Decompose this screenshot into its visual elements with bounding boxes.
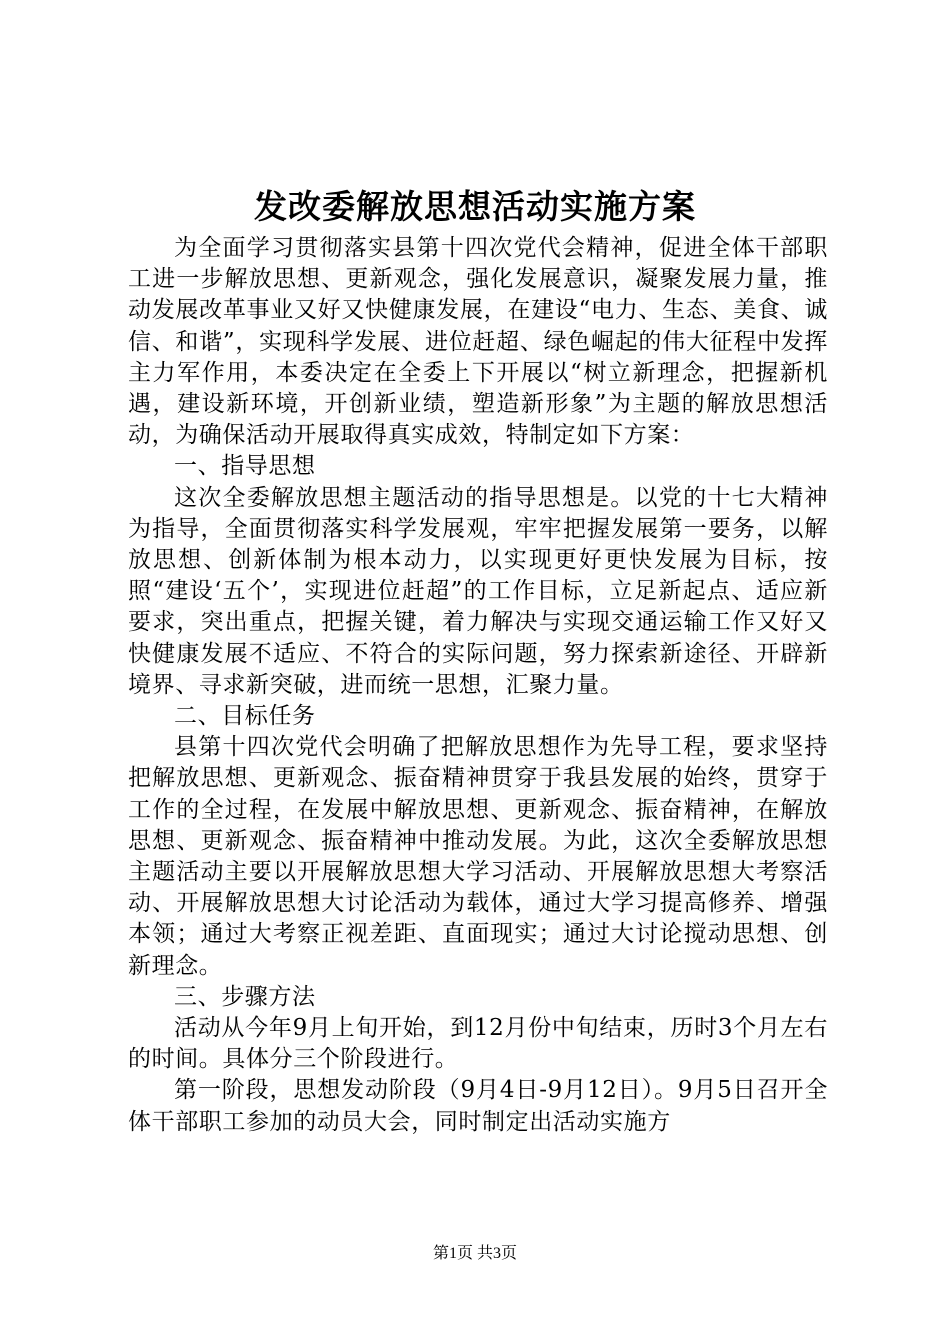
page-number-footer: 第1页 共3页	[432, 1245, 517, 1262]
steps-paragraph: 活动从今年9月上旬开始，到12月份中旬结束，历时3个月左右的时间。具体分三个阶段进行。	[128, 1015, 828, 1073]
section-heading-guiding-thought: 一、指导思想	[174, 453, 316, 480]
guiding-thought-paragraph: 这次全委解放思想主题活动的指导思想是。以党的十七大精神为指导，全面贯彻落实科学发展观，牢牢把握发展第一要务，以解放思想、创新体制为根本动力，以实现更好更快发展为目标，按照“建设‘五个’，实现进位赶超”的工作目标，立足新起点、适应新要求，突出重点，把握关键，着力解决与实现交通运输工作又好又快健康发展不适应、不符合的实际问题，努力探索新途径、开辟新境界、寻求新突破，进而统一思想，汇聚力量。	[128, 484, 828, 698]
section-heading-steps: 三、步骤方法	[174, 983, 316, 1010]
goals-paragraph: 县第十四次党代会明确了把解放思想作为先导工程，要求坚持把解放思想、更新观念、振奋精神贯穿于我县发展的始终，贯穿于工作的全过程，在发展中解放思想、更新观念、振奋精神，在解放思想、更新观念、振奋精神中推动发展。为此，这次全委解放思想主题活动主要以开展解放思想大学习活动、开展解放思想大考察活动、开展解放思想大讨论活动为载体，通过大学习提高修养、增强本领；通过大考察正视差距、直面现实；通过大讨论搅动思想、创新理念。	[128, 734, 828, 979]
document-body	[128, 233, 828, 1138]
section-heading-goals: 二、目标任务	[174, 703, 316, 730]
document-title: 发改委解放思想活动实施方案	[254, 190, 696, 226]
phase-one-paragraph: 第一阶段，思想发动阶段（9月4日-9月12日）。9月5日召开全体干部职工参加的动员大会，同时制定出活动实施方	[128, 1077, 828, 1135]
intro-paragraph: 为全面学习贯彻落实县第十四次党代会精神，促进全体干部职工进一步解放思想、更新观念，强化发展意识，凝聚发展力量，推动发展改革事业又好又快健康发展，在建设“电力、生态、美食、诚信、和谐”，实现科学发展、进位赶超、绿色崛起的伟大征程中发挥主力军作用，本委决定在全委上下开展以“树立新理念，把握新机遇，建设新环境，开创新业绩，塑造新形象”为主题的解放思想活动，为确保活动开展取得真实成效，特制定如下方案：	[128, 235, 828, 449]
